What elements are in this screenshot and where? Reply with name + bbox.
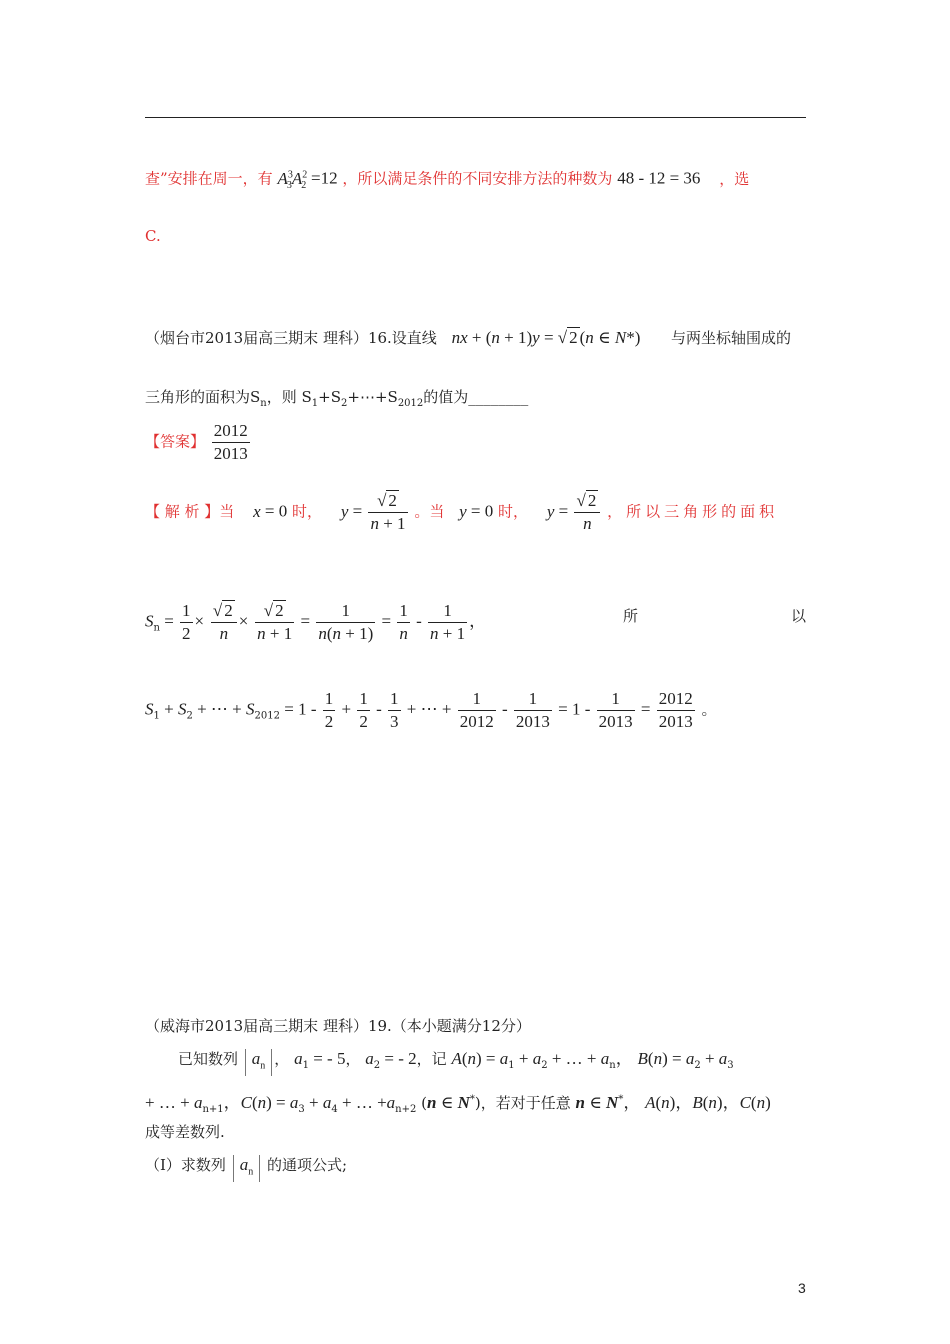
header-rule (145, 117, 806, 118)
q19-statement-line-1: 已知数列 $a_n$ ， $a_1$ = - 5， $a_2$ = - 2，记 $A(n) = a_1 + a_2$ + … + $a_n$， $B(n) = a_2 + a_3$ (178, 1049, 734, 1076)
q16-area-formula: $S_n$ = $\frac{1}{2}$ × $\frac{√ 2}{n}$ × $\frac{√ 2}{n + 1}$ = $\frac{1}{n(n + 1)}$ = $\frac{1}{n}$ - $\frac{1}{n + 1}$ ， 所 以 (145, 601, 807, 643)
q16-answer: 【答案】 $\frac{2012}{2013}$ (145, 421, 248, 463)
q19-header: （威海市2013届高三期末 理科）19.（本小题满分12分） (145, 1017, 531, 1035)
q16-statement: （烟台市2013届高三期末 理科）16.设直线 nx + (n + 1)y = √ 2 (n ∈ N*) 与两坐标轴围成的 (145, 328, 792, 347)
q16-analysis: 【 解 析 】当 x = 0 时， y = $\frac{√ 2}{n + 1}$ 。当 y = 0 时， y = $\frac{√ 2}{n}$ ，所以三角形的面积 (145, 491, 779, 533)
q19-statement-line-3: 成等差数列. (145, 1123, 225, 1141)
q16-sum-formula: $S_1 + S_2$ + ⋯ + $S_{2012} = 1$ - $\frac{1}{2}$ + $\frac{1}{2}$ - $\frac{1}{3}$ + ⋯ + $\frac{1}{2012}$ - $\frac{1}{2013}$ = 1 - $\frac{1}{2013}$ = $\frac{2012}{2013}$ 。 (145, 689, 717, 731)
q16-statement-line-2: 三角形的面积为$S_n$，则 $S_1+S_2+\cdots+S_{2012}$的值为________ (145, 388, 529, 409)
page-number: 3 (798, 1280, 806, 1296)
prev-solution-line-2: C. (145, 227, 161, 245)
q19-statement-line-2: + … + $a_{n+1}$，$C(n) = a_3 + a_4$ + … $+a_{n+2}$ (n ∈ N*)，若对于任意 n ∈ N*， A(n)，B(n)，C(n) (145, 1093, 771, 1115)
prev-solution-line-1: 查”安排在周一，有 $A^3_3A^2_2 =12$ ，所以满足条件的不同安排方法的种数为 48 - 12 = 36 ，选 (145, 168, 750, 192)
q19-part-1: （Ⅰ）求数列 $a_n$ 的通项公式; (145, 1155, 347, 1182)
